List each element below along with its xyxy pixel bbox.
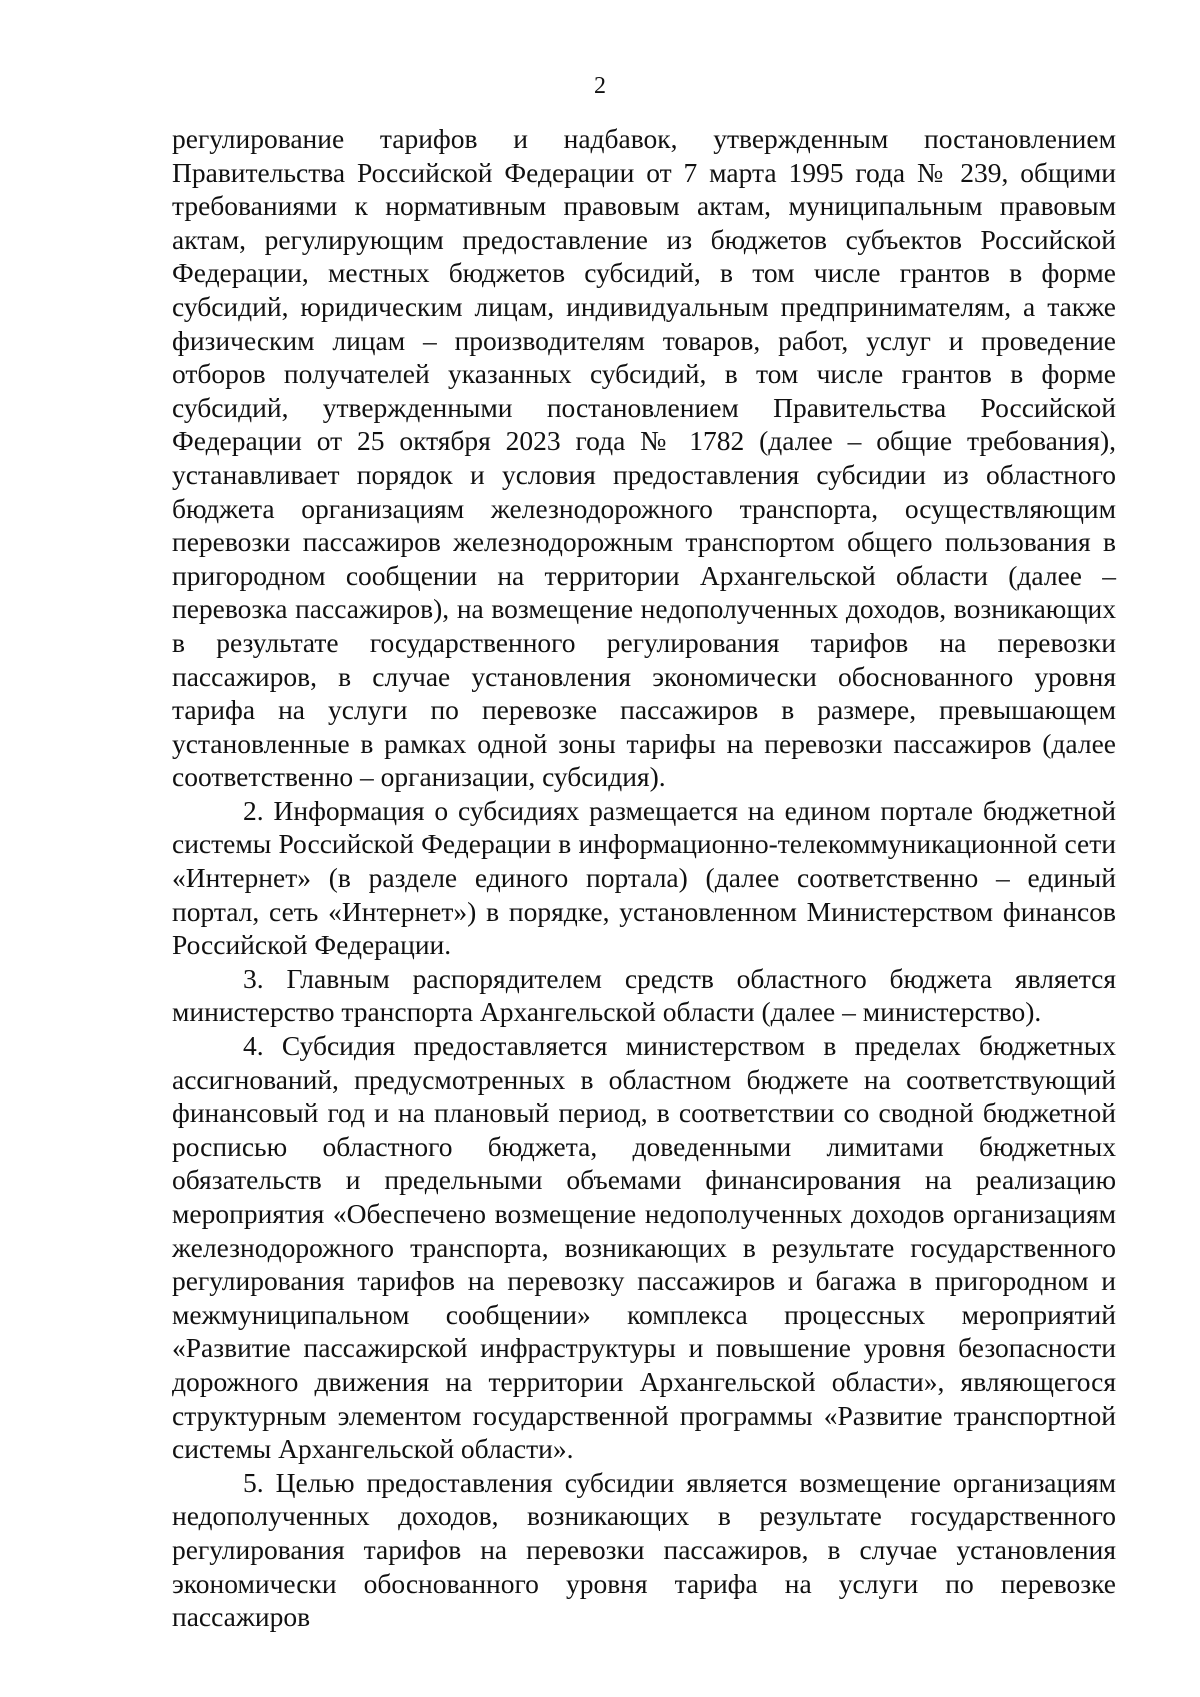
paragraph-clause-5: 5. Целью предоставления субсидии является возмещение организациям недополученных доходов, возникающих в результате государственного регулирования тарифов на перевозки пассажиров, в случае установления экономически обоснованного уровня тарифа на услуги по перевозке пассажиров <box>172 1466 1116 1633</box>
paragraph-clause-4: 4. Субсидия предоставляется министерством в пределах бюджетных ассигнований, предусмотренных в областном бюджете на соответствующий финансовый год и на плановый период, в соответствии со сводной бюджетной росписью областного бюджета, доведенными лимитами бюджетных обязательств и предельными объемами финансирования на реализацию мероприятия «Обеспечено возмещение недополученных доходов организациям железнодорожного транспорта, возникающих в результате государственного регулирования тарифов на перевозку пассажиров и багажа в пригородном и межмуниципальном сообщении» комплекса процессных мероприятий «Развитие пассажирской инфраструктуры и повышение уровня безопасности дорожного движения на территории Архангельской области», являющегося структурным элементом государственной программы «Развитие транспортной системы Архангельской области». <box>172 1030 1116 1465</box>
paragraph-clause-3: 3. Главным распорядителем средств областного бюджета является министерство транспорта Архангельской области (далее – министерство). <box>172 962 1116 1028</box>
paragraph-clause-2: 2. Информация о субсидиях размещается на едином портале бюджетной системы Российской Федерации в информационно-телекоммуникационной сети «Интернет» (в разделе единого портала) (далее соответственно – единый портал, сеть «Интернет») в порядке, установленном Министерством финансов Российской Федерации. <box>172 794 1116 961</box>
document-body <box>172 122 1116 1634</box>
paragraph-continuation: регулирование тарифов и надбавок, утвержденным постановлением Правительства Российской Федерации от 7 марта 1995 года № 239, общими требованиями к нормативным правовым актам, муниципальным правовым актам, регулирующим предоставление из бюджетов субъектов Российской Федерации, местных бюджетов субсидий, в том числе грантов в форме субсидий, юридическим лицам, индивидуальным предпринимателям, а также физическим лицам – производителям товаров, работ, услуг и проведение отборов получателей указанных субсидий, в том числе грантов в форме субсидий, утвержденными постановлением Правительства Российской Федерации от 25 октября 2023 года № 1782 (далее – общие требования), устанавливает порядок и условия предоставления субсидии из областного бюджета организациям железнодорожного транспорта, осуществляющим перевозки пассажиров железнодорожным транспортом общего пользования в пригородном сообщении на территории Архангельской области (далее – перевозка пассажиров), на возмещение недополученных доходов, возникающих в результате государственного регулирования тарифов на перевозки пассажиров, в случае установления экономически обоснованного уровня тарифа на услуги по перевозке пассажиров в размере, превышающем установленные в рамках одной зоны тарифы на перевозки пассажиров (далее соответственно – организации, субсидия). <box>172 123 1116 793</box>
page-number: 2 <box>594 73 606 99</box>
